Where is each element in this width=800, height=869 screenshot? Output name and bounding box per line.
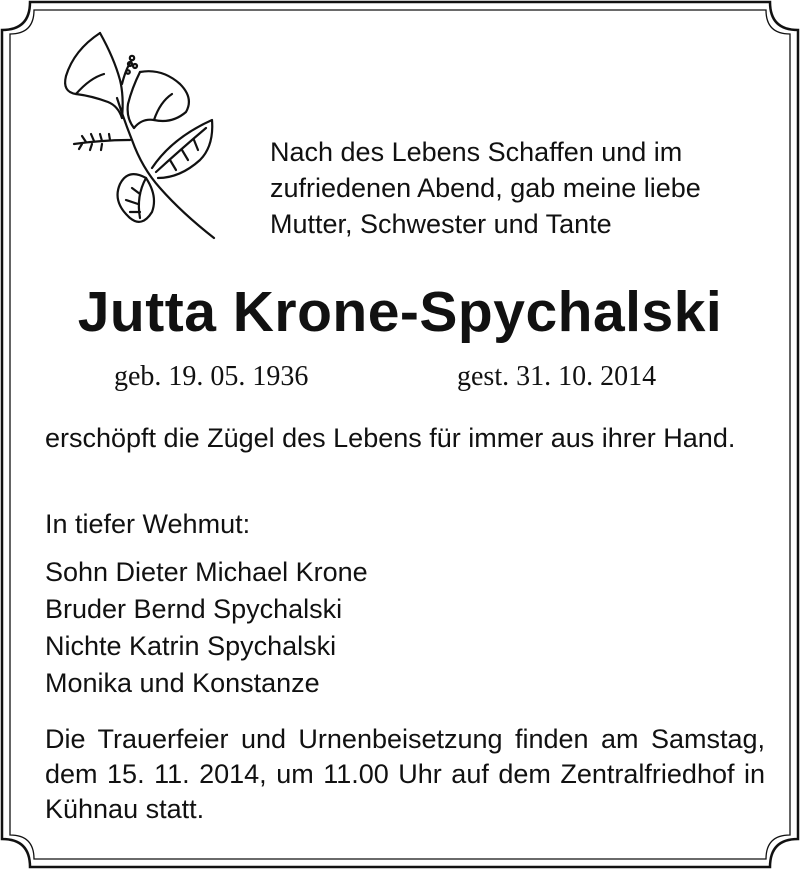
service-details: Die Trauerfeier und Urnenbeisetzung finden am Samstag, dem 15. 11. 2014, um 11.00 Uhr auf dem Zentralfriedhof in Kühnau statt. xyxy=(45,724,765,824)
mourning-label: In tiefer Wehmut: xyxy=(45,509,251,539)
family-member: Bruder Bernd Spychalski xyxy=(45,594,343,624)
calla-lily-icon xyxy=(62,28,222,243)
birth-date: geb. 19. 05. 1936 xyxy=(114,361,309,392)
death-date: gest. 31. 10. 2014 xyxy=(457,361,657,392)
family-member: Monika und Konstanze xyxy=(45,668,320,698)
family-member: Nichte Katrin Spychalski xyxy=(45,631,337,661)
intro-line: Nach des Lebens Schaffen und im xyxy=(270,137,683,167)
intro-line: Mutter, Schwester und Tante xyxy=(270,209,612,239)
intro-text xyxy=(270,134,750,242)
family-member: Sohn Dieter Michael Krone xyxy=(45,557,368,587)
lead-text: erschöpft die Zügel des Lebens für immer aus ihrer Hand. xyxy=(45,423,736,453)
deceased-name: Jutta Krone-Spychalski xyxy=(77,280,723,344)
intro-line: zufriedenen Abend, gab meine liebe xyxy=(270,173,701,203)
family-list xyxy=(45,554,765,702)
